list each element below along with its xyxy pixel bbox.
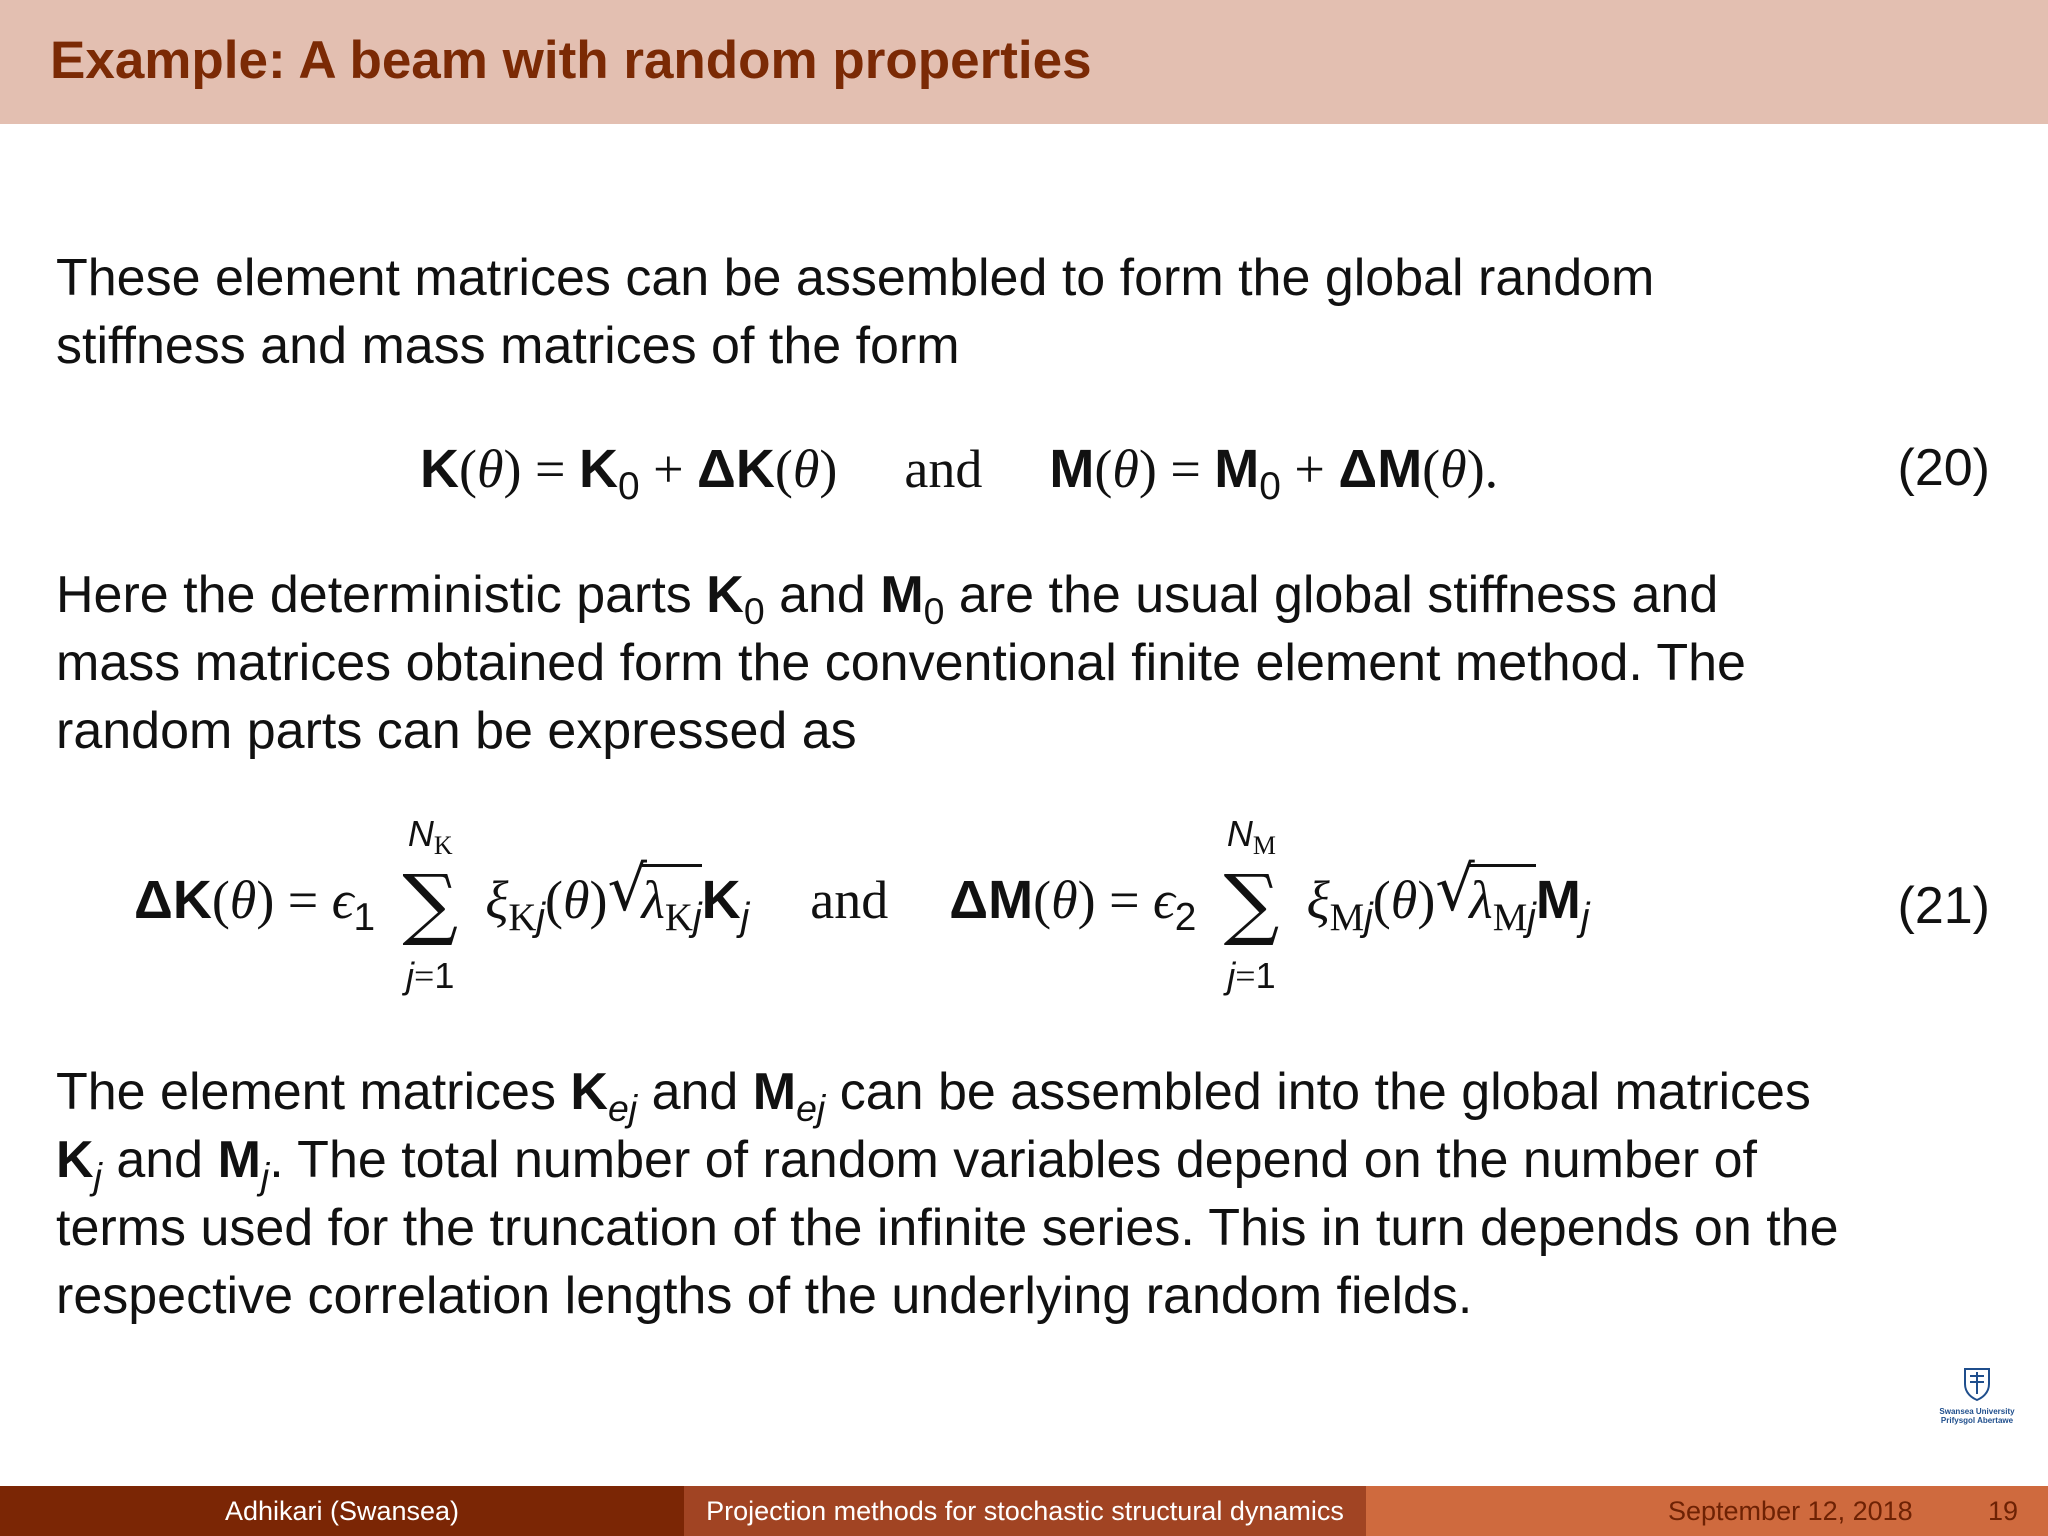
crest-icon [1962,1366,1992,1402]
slide-header [0,0,2048,124]
paragraph-element-matrices: The element matrices $K_{ej}$ and $M_{ej}$ can be assembled into the global matrices $K_j$ and $M_j$. The total number of random variables depend on the number of terms used for the truncation of the infinite series. This in turn depends on the respective correlation lengths of the underlying random fields. [56,1058,2016,1330]
paragraph-text: Here the deterministic parts [56,566,692,624]
slide-title: Example: A beam with random properties [50,31,1092,90]
logo-text: Swansea University [1939,1407,2015,1416]
equation-and: and [810,870,889,930]
equation-and: and [904,439,983,499]
paragraph-line: stiffness and mass matrices of the form [56,317,960,375]
paragraph-text: can be assembled into the global matrices [839,1063,1811,1121]
paragraph-line: These element matrices can be assembled to form the global random [56,249,1655,307]
logo-text: Prifysgol Abertawe [1940,1416,2014,1425]
footer-talk-title: Projection methods for stochastic structural dynamics [684,1486,1366,1536]
footer-date: September 12, 2018 [1668,1496,1913,1526]
paragraph-line: terms used for the truncation of the infinite series. This in turn depends on the [56,1199,1839,1257]
summation-symbol: $N_M$ ∑ j=1 [1223,812,1280,996]
equation-number-21: (21) [1897,877,1990,935]
paragraph-line: random parts can be expressed as [56,702,857,760]
footer-page-number: 19 [1988,1496,2019,1526]
equation-number-20: (20) [1897,439,1990,497]
paragraph-line: mass matrices obtained form the conventional finite element method. The [56,634,1746,692]
paragraph-intro [56,244,2016,380]
paragraph-text: are the usual global stiffness and [958,566,1719,624]
paragraph-text: and [779,566,866,624]
paragraph-line: respective correlation lengths of the underlying random fields. [56,1267,1473,1325]
paragraph-text: . The total number of random variables depend on the number of [269,1131,1757,1189]
slide-footer [0,1486,2048,1536]
summation-symbol: $N_K$ ∑ j=1 [402,812,459,996]
equation-20: $K(\theta) = K_0 + \Delta K(\theta)$ and $M(\theta) = M_0 + \Delta M(\theta)$. [420,439,1499,509]
footer-author: Adhikari (Swansea) [0,1486,684,1536]
equation-21: $\Delta K(\theta) = \epsilon_1$ $N_K$ ∑ j=1 $\xi_{Kj}(\theta)$ √ $\lambda_{Kj}K_j$ and $\Delta M(\theta) = \epsilon_2$ $N_M$ ∑ j=1 $\xi_{Mj}(\theta)$ √ $\lambda_{Mj}M_j$ [134,812,1590,996]
paragraph-text: and [116,1131,204,1189]
footer-meta [1366,1486,2048,1536]
paragraph-text: The element matrices [56,1063,556,1121]
paragraph-deterministic: Here the deterministic parts $K_0$ and $M_0$ are the usual global stiffness and mass matrices obtained form the conventional finite element method. The random parts can be expressed as [56,561,2016,765]
paragraph-text: and [651,1063,739,1121]
university-logo [1932,1366,2022,1438]
